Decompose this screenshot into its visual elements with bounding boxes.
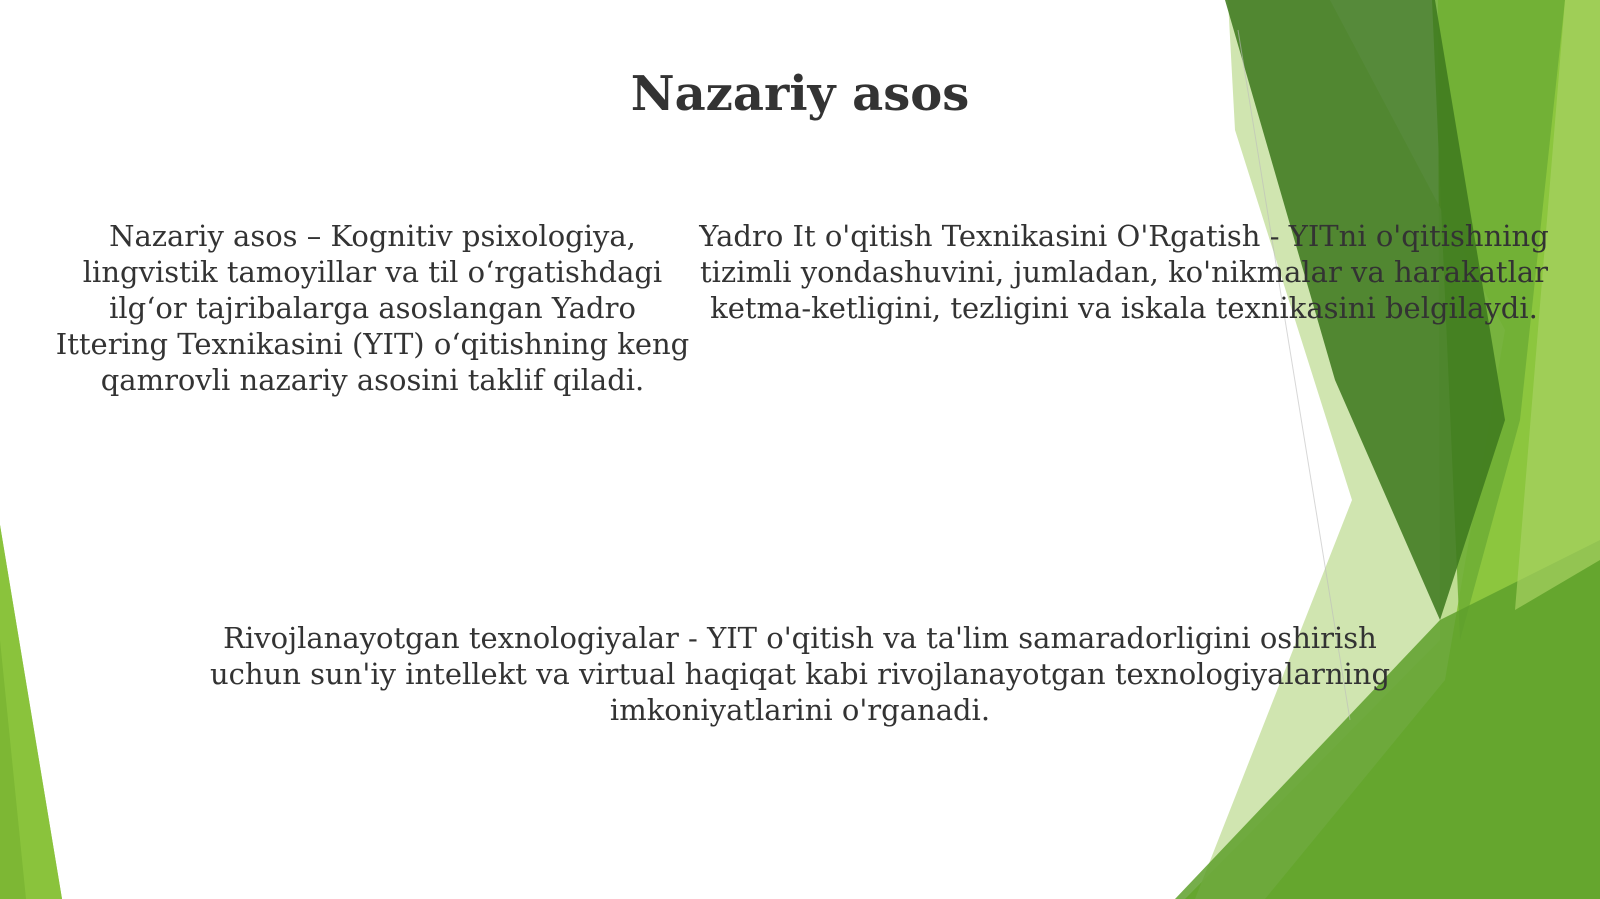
teaching-technique-text: Yadro It o'qitish Texnikasini O'Rgatish - YITni o'qitishning tizimli yondashuvini, jumladan, ko'nikmalar va harakatlar ketma-ketligini, tezligini va iskala texnikasini belgilaydi. bbox=[699, 219, 1549, 325]
theory-basis-text: Nazariy asos – Kognitiv psixologiya, lingvistik tamoyillar va til o‘rgatishdagi ilg‘or tajribalarga asoslangan Yadro Ittering Texnikasini (YIT) o‘qitishning keng qamrovli nazariy asosini taklif qiladi. bbox=[55, 219, 690, 397]
slide-title: Nazariy asos bbox=[630, 66, 970, 122]
emerging-technologies-text: Rivojlanayotgan texnologiyalar - YIT o'qitish va ta'lim samaradorligini oshirish uchun sun'iy intellekt va virtual haqiqat kabi rivojlanayotgan texnologiyalarning imkoniyatlarini o'rganadi. bbox=[209, 621, 1391, 727]
